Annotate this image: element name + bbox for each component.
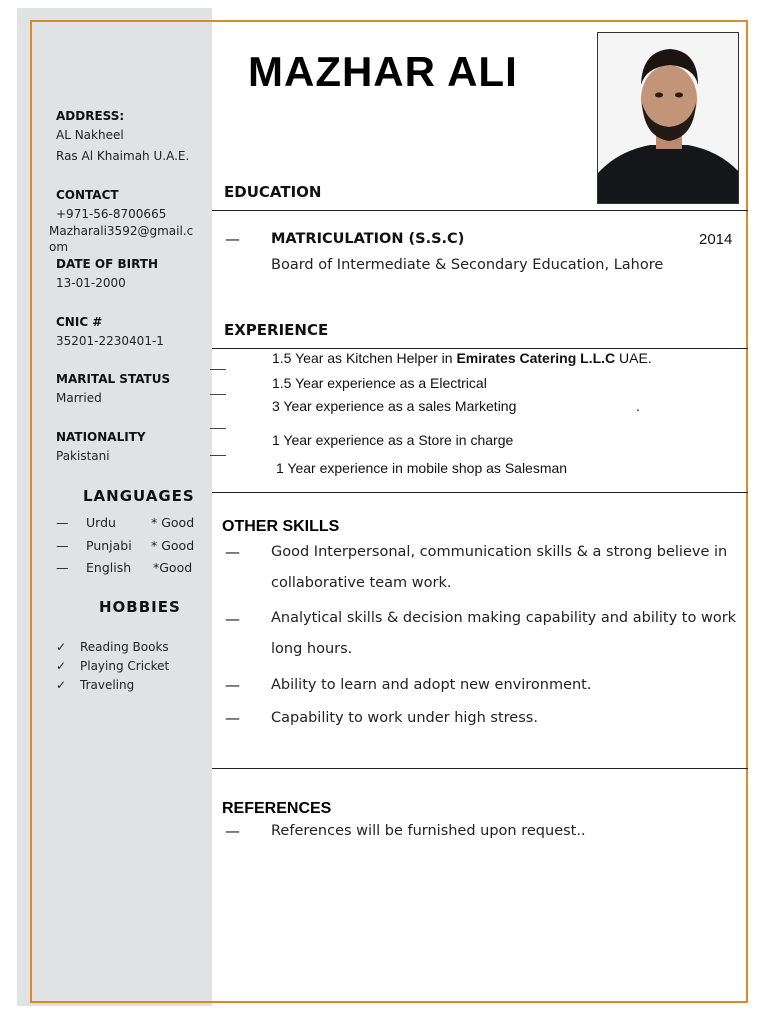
bullet-dash: — (225, 610, 240, 628)
list-tick (210, 455, 226, 456)
list-tick (210, 394, 226, 395)
skill-item: Good Interpersonal, communication skills & a strong believe in (271, 544, 728, 560)
other-skills-title: OTHER SKILLS (222, 518, 340, 535)
address-line-2: Ras Al Khaimah U.A.E. (56, 149, 190, 163)
section-divider (212, 768, 748, 769)
skill-item-continued: long hours. (271, 641, 353, 657)
cnic-label: CNIC # (56, 315, 103, 329)
hobbies-heading: HOBBIES (99, 598, 181, 616)
references-text: References will be furnished upon request.. (271, 823, 586, 839)
hobby-item: Reading Books (80, 640, 169, 654)
profile-photo (597, 32, 739, 204)
experience-title: EXPERIENCE (224, 321, 329, 339)
nationality-label: NATIONALITY (56, 430, 146, 444)
hobby-item: Playing Cricket (80, 659, 170, 673)
experience-item: 1.5 Year experience as a Electrical (272, 375, 487, 391)
skill-item: Analytical skills & decision making capability and ability to work (271, 610, 737, 626)
section-divider (212, 210, 748, 211)
contact-label: CONTACT (56, 188, 119, 202)
marital-label: MARITAL STATUS (56, 372, 171, 386)
language-name: Urdu (86, 515, 116, 530)
bullet-dash: — (225, 543, 240, 561)
references-title: REFERENCES (222, 800, 332, 817)
bullet-dash: — (225, 822, 240, 840)
skill-item: Ability to learn and adopt new environment. (271, 677, 592, 693)
bullet-dash: — (225, 709, 240, 727)
email-line-1: Mazharali3592@gmail.c (49, 224, 194, 238)
check-icon: ✓ (56, 640, 67, 654)
bullet-dash: — (225, 230, 240, 248)
address-label: ADDRESS: (56, 109, 125, 123)
language-dash: — (56, 560, 69, 575)
experience-item: 1.5 Year as Kitchen Helper in Emirates Catering L.L.C UAE. (272, 350, 652, 366)
education-title: EDUCATION (224, 183, 322, 201)
language-level: * Good (151, 538, 195, 553)
check-icon: ✓ (56, 678, 67, 692)
bullet-dash: — (225, 676, 240, 694)
education-degree: MATRICULATION (S.S.C) (271, 231, 465, 247)
candidate-name: MAZHAR ALI (248, 48, 518, 95)
skill-item: Capability to work under high stress. (271, 710, 538, 726)
skill-item-continued: collaborative team work. (271, 575, 452, 591)
check-icon: ✓ (56, 659, 67, 673)
languages-heading: LANGUAGES (83, 487, 195, 505)
experience-item: 1 Year experience as a Store in charge (272, 432, 514, 448)
cnic-value: 35201-2230401-1 (56, 334, 164, 348)
list-tick (210, 369, 226, 370)
email-line-2: om (49, 240, 69, 254)
nationality-value: Pakistani (56, 449, 110, 463)
language-dash: — (56, 515, 69, 530)
dob-label: DATE OF BIRTH (56, 257, 158, 271)
hobby-item: Traveling (80, 678, 135, 692)
address-line-1: AL Nakheel (56, 128, 124, 142)
education-board: Board of Intermediate & Secondary Education, Lahore (271, 257, 664, 273)
language-name: English (86, 560, 132, 575)
language-dash: — (56, 538, 69, 553)
phone-number: +971-56-8700665 (56, 207, 167, 221)
list-tick (210, 428, 226, 429)
dob-value: 13-01-2000 (56, 276, 126, 290)
language-level: *Good (153, 560, 193, 575)
section-divider (212, 492, 748, 493)
language-name: Punjabi (86, 538, 132, 553)
stray-dot: . (636, 398, 640, 414)
education-year: 2014 (699, 231, 733, 248)
person-photo-icon (598, 33, 739, 204)
section-divider (212, 348, 748, 349)
marital-value: Married (56, 391, 102, 405)
experience-item: 1 Year experience in mobile shop as Salesman (276, 460, 568, 476)
language-level: * Good (151, 515, 195, 530)
experience-item: 3 Year experience as a sales Marketing (272, 398, 517, 414)
